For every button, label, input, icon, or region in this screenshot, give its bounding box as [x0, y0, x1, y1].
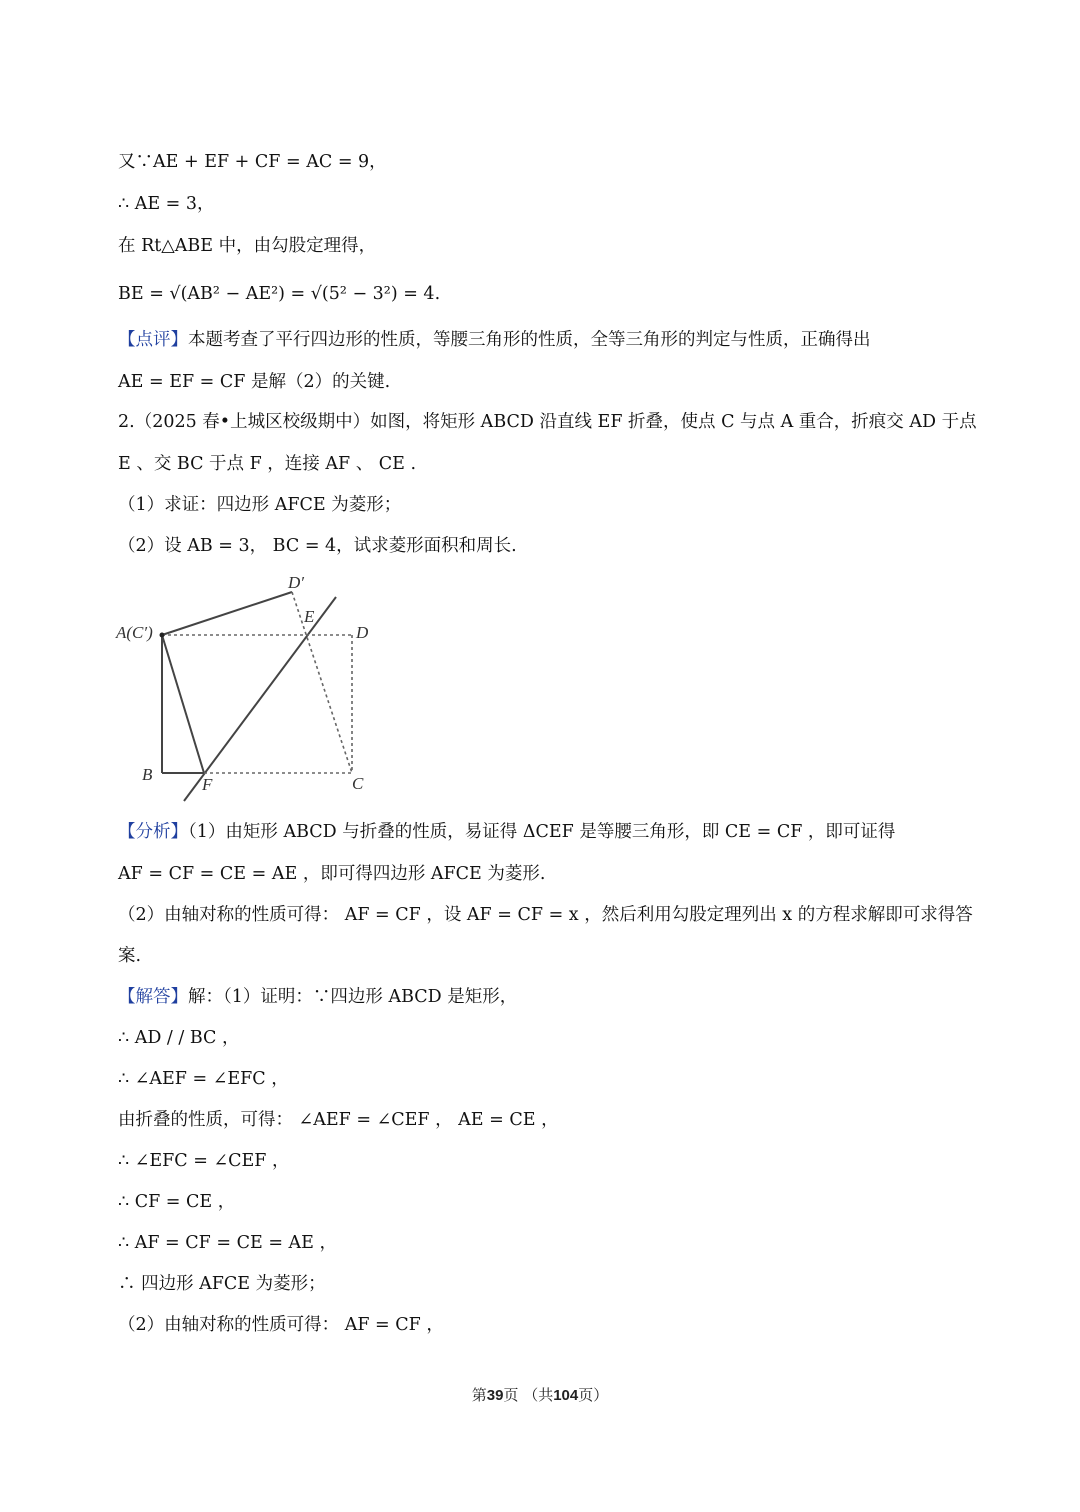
analysis-tag: 【分析】 — [118, 822, 188, 842]
label-e: E — [304, 607, 315, 626]
text-line-4-formula: BE = √(AB² − AE²) = √(5² − 3²) = 4. — [118, 284, 441, 304]
text-line-6: AE = EF = CF 是解（2）的关键. — [118, 372, 391, 392]
fold-line-ef — [184, 597, 336, 801]
analysis-text: （1）由矩形 ABCD 与折叠的性质，易证得 ΔCEF 是等腰三角形，即 CE = CF ，即可证得 — [188, 822, 896, 842]
label-c: C — [352, 774, 364, 793]
text-line-answer-3: ∴ ∠AEF = ∠EFC ， — [118, 1069, 289, 1089]
text-line-answer-7: ∴ AF = CF = CE = AE ， — [118, 1233, 338, 1253]
label-d-prime: D′ — [288, 573, 304, 592]
footer-middle: 页 （共 — [503, 1386, 554, 1404]
text-line-1: 又∵AE + EF + CF = AC = 9， — [118, 152, 387, 172]
page-footer — [0, 1384, 1080, 1405]
answer-paragraph — [118, 985, 962, 1009]
text-line-answer-9: （2）由轴对称的性质可得： AF = CF ， — [118, 1315, 444, 1335]
comment-tag: 【点评】 — [118, 330, 188, 350]
text-line-answer-4: 由折叠的性质，可得： ∠AEF = ∠CEF ， AE = CE ， — [118, 1110, 559, 1130]
label-d: D — [356, 623, 369, 642]
footer-total-pages: 104 — [553, 1387, 579, 1404]
text-line-analysis-4: 案. — [118, 946, 142, 966]
point-a — [160, 633, 165, 638]
text-line-answer-8: ∴ 四边形 AFCE 为菱形； — [118, 1274, 326, 1294]
folding-rectangle-figure — [112, 572, 392, 812]
problem-2-statement-cont: E 、交 BC 于点 F ，连接 AF 、 CE . — [118, 454, 417, 474]
analysis-paragraph — [118, 820, 962, 844]
footer-page-number: 39 — [486, 1387, 504, 1404]
text-line-answer-5: ∴ ∠EFC = ∠CEF ， — [118, 1151, 290, 1171]
text-line-2: ∴ AE = 3， — [118, 194, 215, 214]
label-f: F — [202, 775, 213, 794]
segment-af — [162, 635, 204, 773]
text-line-answer-2: ∴ AD / / BC ， — [118, 1028, 240, 1048]
problem-2-part-1: （1）求证：四边形 AFCE 为菱形； — [118, 495, 402, 515]
answer-tag: 【解答】 — [118, 987, 188, 1007]
footer-prefix: 第 — [471, 1386, 487, 1404]
text-line-analysis-3: （2）由轴对称的性质可得： AF = CF ，设 AF = CF = x ，然后利用勾股定理列出 x 的方程求解即可求得答 — [118, 905, 973, 925]
text-line-analysis-2: AF = CF = CE = AE ，即可得四边形 AFCE 为菱形. — [118, 864, 546, 884]
comment-text: 本题考查了平行四边形的性质，等腰三角形的性质，全等三角形的判定与性质，正确得出 — [188, 330, 871, 350]
comment-paragraph — [118, 328, 962, 352]
answer-text: 解：（1）证明：∵四边形 ABCD 是矩形， — [188, 987, 518, 1007]
footer-suffix: 页） — [578, 1386, 609, 1404]
segment-ad-prime — [162, 592, 292, 635]
label-a: A(C′) — [116, 623, 153, 642]
problem-2-part-2: （2）设 AB = 3， BC = 4，试求菱形面积和周长. — [118, 536, 517, 556]
problem-2-statement: 2.（2025 春•上城区校级期中）如图，将矩形 ABCD 沿直线 EF 折叠，使点 C 与点 A 重合，折痕交 AD 于点 — [118, 412, 977, 432]
segment-d-prime-c-dotted — [292, 592, 352, 773]
label-b: B — [142, 765, 153, 784]
text-line-answer-6: ∴ CF = CE ， — [118, 1192, 236, 1212]
text-line-3: 在 Rt△ABE 中，由勾股定理得， — [118, 236, 377, 256]
